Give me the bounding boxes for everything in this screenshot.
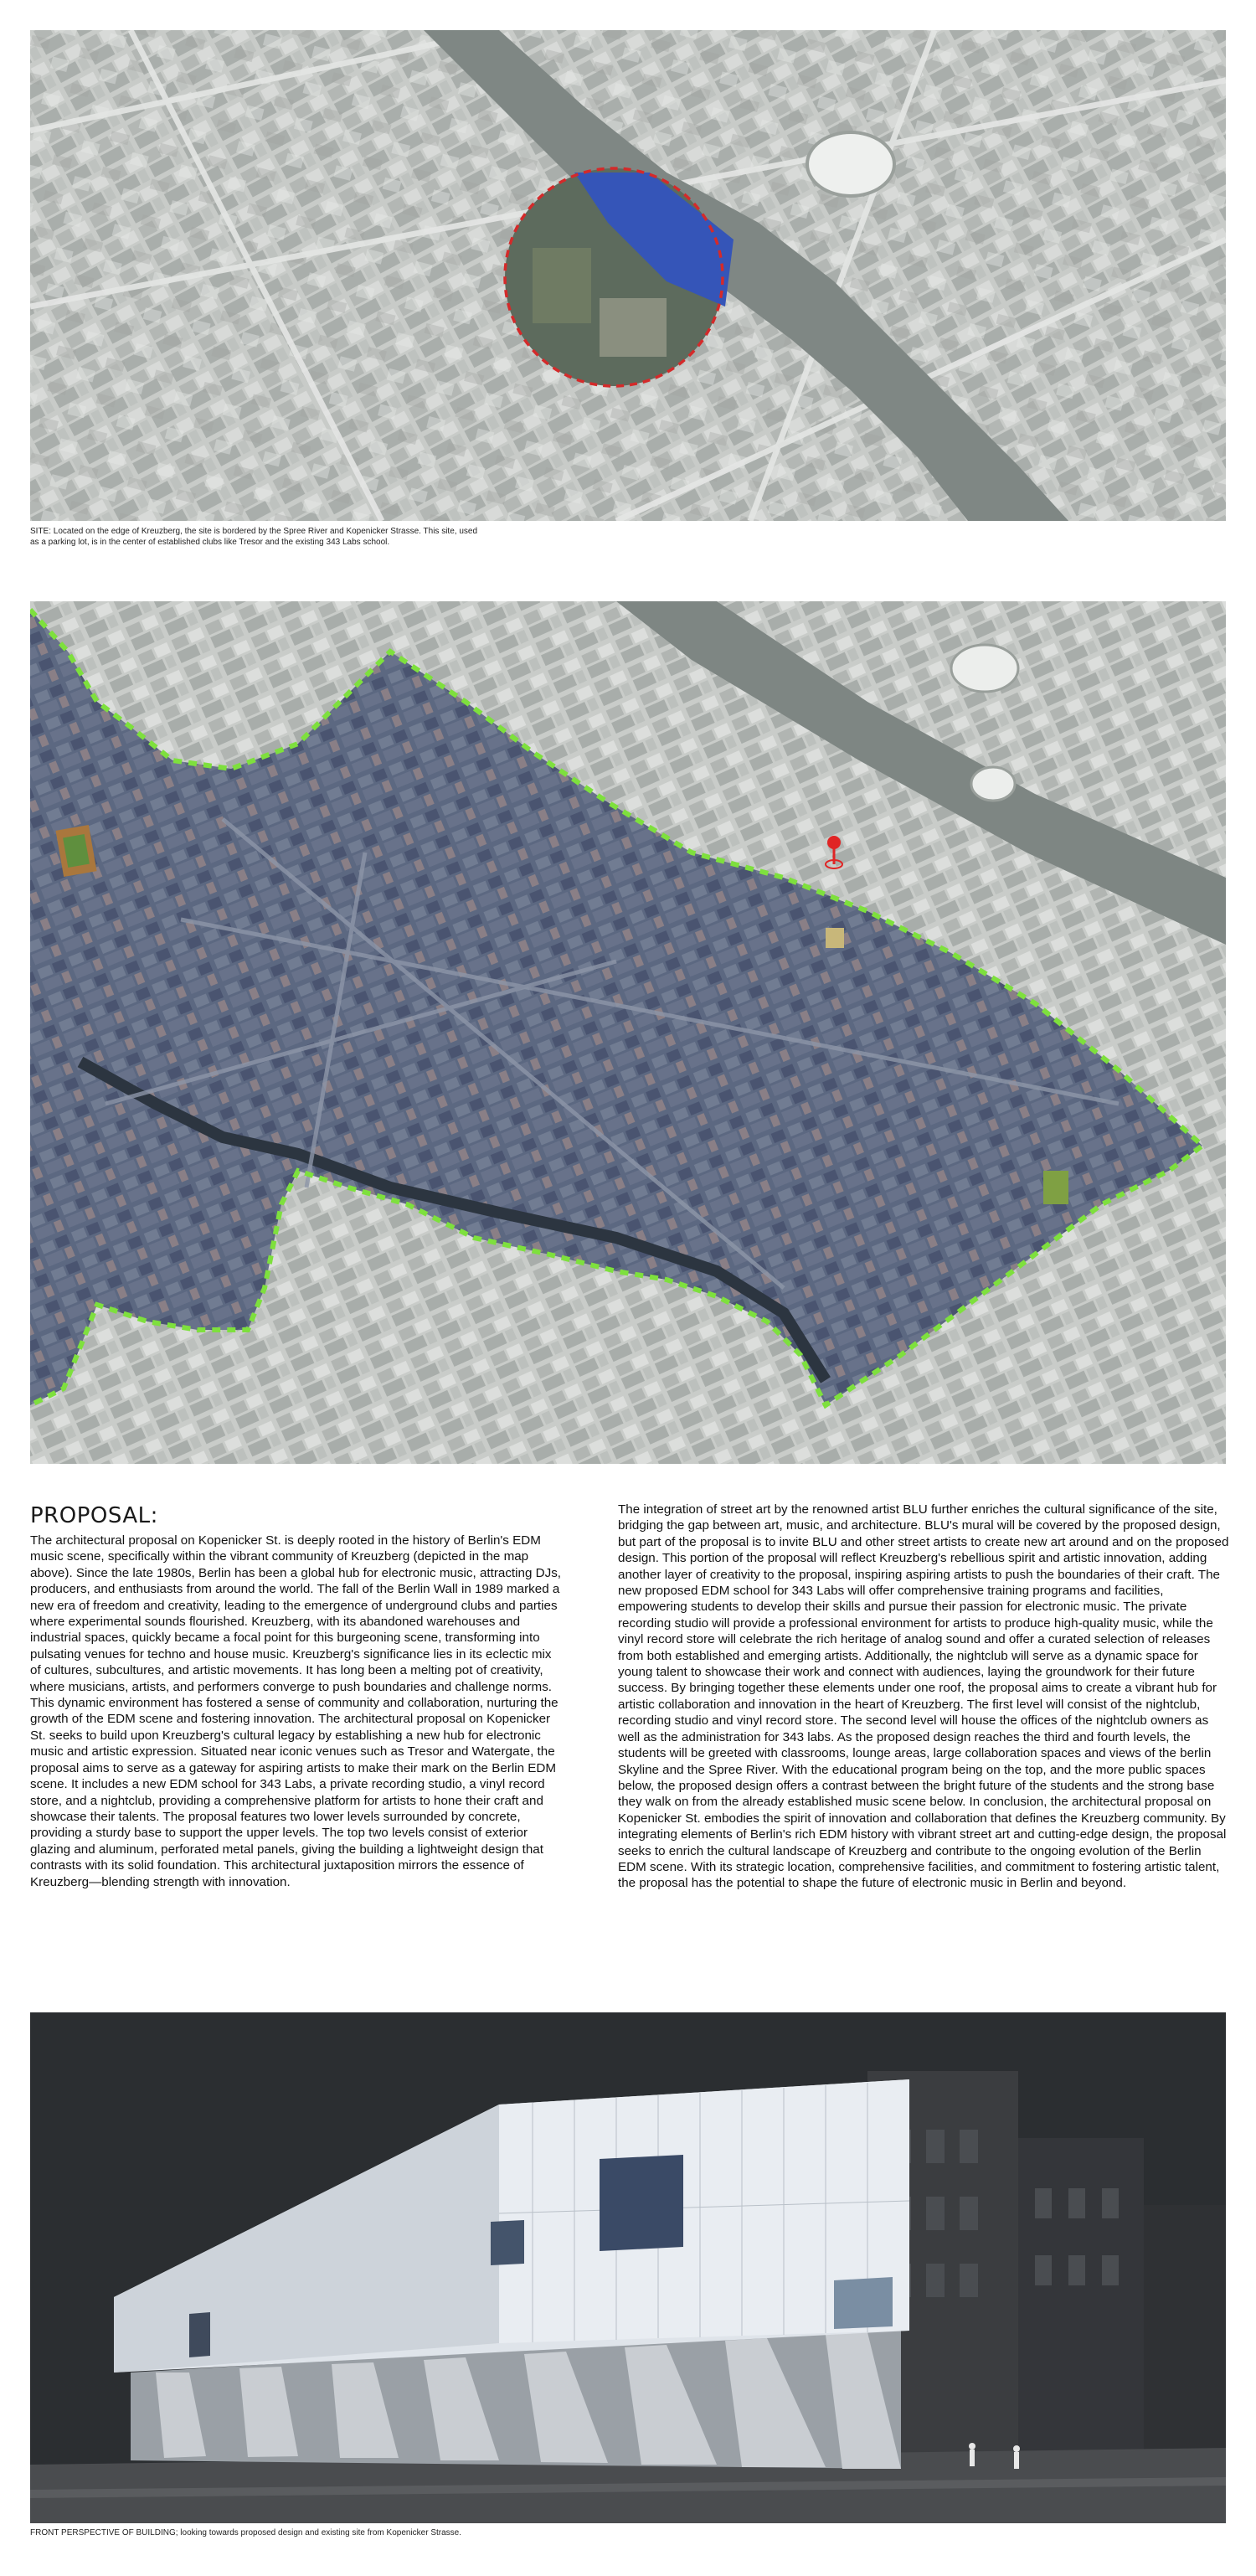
site-aerial-map	[30, 30, 1226, 521]
rendering-caption: FRONT PERSPECTIVE OF BUILDING; looking towards proposed design and existing site from Kopenicker Strasse.	[30, 2528, 462, 2537]
site-map-caption: SITE: Located on the edge of Kreuzberg, the site is bordered by the Spree River and Kopenicker Strasse. This site, used as a parking lot, is in the center of established clubs like Tresor and the existing 343 Labs school.	[30, 527, 478, 547]
rendering-graphic	[30, 2012, 1226, 2523]
district-map-graphic	[30, 601, 1226, 1464]
proposal-text-right: The integration of street art by the renowned artist BLU further enriches the cultural significance of the site, bridging the gap between art, music, and architecture. BLU's mural will be covered by the proposed design, but part of the proposal is to invite BLU and other street artists to create new art around and on the proposed design. This portion of the proposal will reflect Kreuzberg's rebellious spirit and artistic innovation, adding another layer of creativity to the proposal, inspiring aspiring artists to push the boundaries of their craft. The new proposed EDM school for 343 Labs will offer comprehensive training programs and facilities, empowering students to develop their skills and pursue their passion for electronic music. The private recording studio will provide a professional environment for artists to produce high-quality music, while the vinyl record store will celebrate the rich heritage of analog sound and offer a curated selection of releases from both established and emerging artists. Additionally, the nightclub will serve as a dynamic space for young talent to showcase their work and connect with audiences, laying the groundwork for their future success. By bringing together these elements under one roof, the proposal aims to create a vibrant hub for artistic collaboration and innovation in the heart of Kreuzberg. The first level will consist of the nightclub, recording studio and vinyl record store. The second level will house the offices of the nightclub owners as well as the administration for 343 labs. As the proposed design reaches the third and fourth levels, the students will be greeted with classrooms, lounge areas, large collaboration spaces and views of the berlin Skyline and the Spree River. With the educational program being on the top, and the more public spaces below, the proposed design offers a contrast between the bright future of the students and the strong base they walk on from the already established music scene below. In conclusion, the architectural proposal on Kopenicker St. embodies the spirit of innovation and collaboration that defines the Kreuzberg community. By integrating elements of Berlin's rich EDM history with vibrant street art and cutting-edge design, the proposal seeks to enrich the cultural landscape of Kreuzberg and contribute to the ongoing evolution of the Berlin EDM scene. With its strategic location, comprehensive facilities, and commitment to fostering artistic talent, the proposal has the potential to shape the future of electronic music in Berlin and beyond.	[618, 1502, 1229, 1891]
proposal-heading: PROPOSAL:	[30, 1503, 158, 1528]
kreuzberg-district-map	[30, 601, 1226, 1464]
proposal-text-left: The architectural proposal on Kopenicker St. is deeply rooted in the history of Berlin's EDM music scene, specifically within the vibrant community of Kreuzberg (depicted in the map above). Since the late 1980s, Berlin has been a global hub for electronic music, attracting DJs, producers, and enthusiasts from around the world. The fall of the Berlin Wall in 1989 marked a new era of freedom and creativity, leading to the emergence of underground clubs and parties where experimental sounds flourished. Kreuzberg, with its abandoned warehouses and industrial spaces, quickly became a focal point for this burgeoning scene, transforming into pulsating venues for techno and house music. Kreuzberg's significance lies in its eclectic mix of cultures, subcultures, and artistic movements. It has long been a melting pot of creativity, where musicians, artists, and performers converge to push boundaries and challenge norms. This dynamic environment has fostered a sense of community and collaboration, nurturing the growth of the EDM scene and fostering innovation. The architectural proposal on Kopenicker St. seeks to build upon Kreuzberg's cultural legacy by establishing a new hub for electronic music and artistic expression. Situated near iconic venues such as Tresor and Watergate, the proposal aims to serve as a gateway for aspiring artists to make their mark on the Berlin EDM scene. It includes a new EDM school for 343 Labs, a private recording studio, a vinyl record store, and a nightclub, providing a comprehensive platform for artists to hone their craft and showcase their talents. The proposal features two lower levels surrounded by concrete, providing a sturdy base to support the upper levels. The top two levels consist of exterior glazing and aluminum, perforated metal panels, giving the building a lightweight design that contrasts with its solid foundation. This architectural juxtaposition mirrors the essence of Kreuzberg—blending strength with innovation.	[30, 1533, 562, 1889]
site-map-graphic	[30, 30, 1226, 521]
building-rendering	[30, 2012, 1226, 2523]
